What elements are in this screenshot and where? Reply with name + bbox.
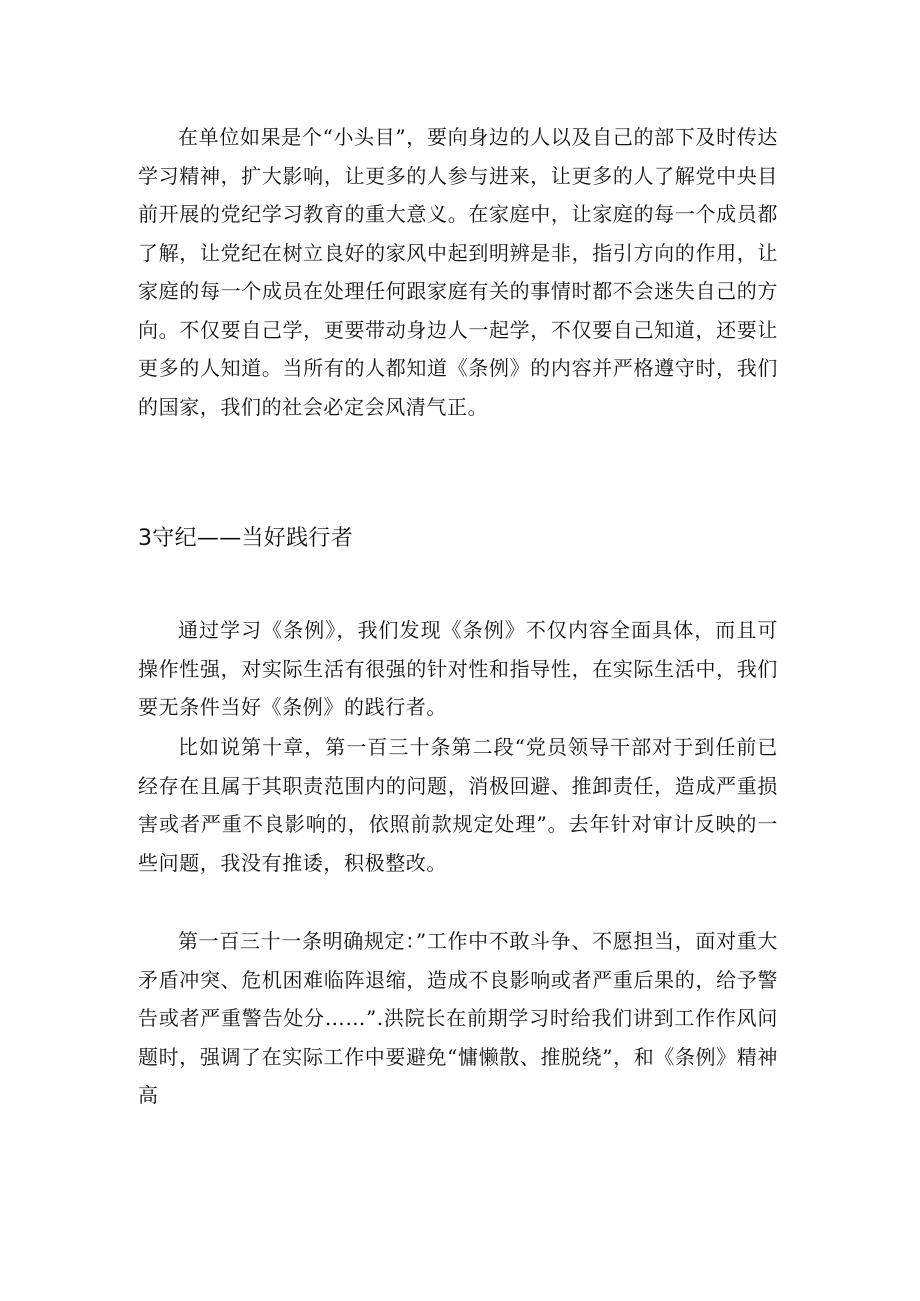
paragraph-article-130: 比如说第十章，第一百三十条第二段“党员领导干部对于到任前已经存在且属于其职责范围内的问题，消极回避、推卸责任，造成严重损害或者严重不良影响的，依照前款规定处理”。去年针对审计反映的一些问题，我没有推诿，积极整改。 bbox=[138, 735, 778, 875]
paragraph-article-131: 第一百三十一条明确规定：”工作中不敢斗争、不愿担当，面对重大矛盾冲突、危机困难临阵退缩，造成不良影响或者严重后果的，给予警告或者严重警告处分……”.洪院长在前期学习时给我们讲到工作作风问题时，强调了在实际工作中要避免“慵懒散、推脱绕”，和《条例》精神高 bbox=[138, 929, 778, 1107]
section-heading-3: 3守纪——当好践行者 bbox=[138, 526, 353, 551]
paragraph-spread-awareness: 在单位如果是个“小头目”，要向身边的人以及自己的部下及时传达学习精神，扩大影响，让更多的人参与进来，让更多的人了解党中央目前开展的党纪学习教育的重大意义。在家庭中，让家庭的每一个成员都了解，让党纪在树立良好的家风中起到明辨是非，指引方向的作用，让家庭的每一个成员在处理任何跟家庭有关的事情时都不会迷失自己的方向。不仅要自己学，更要带动身边人一起学，不仅要自己知道，还要让更多的人知道。当所有的人都知道《条例》的内容并严格遵守时，我们的国家，我们的社会必定会风清气正。 bbox=[138, 125, 778, 419]
paragraph-practice-regulations: 通过学习《条例》，我们发现《条例》不仅内容全面具体，而且可操作性强，对实际生活有很强的针对性和指导性，在实际生活中，我们要无条件当好《条例》的践行者。 bbox=[138, 618, 778, 719]
